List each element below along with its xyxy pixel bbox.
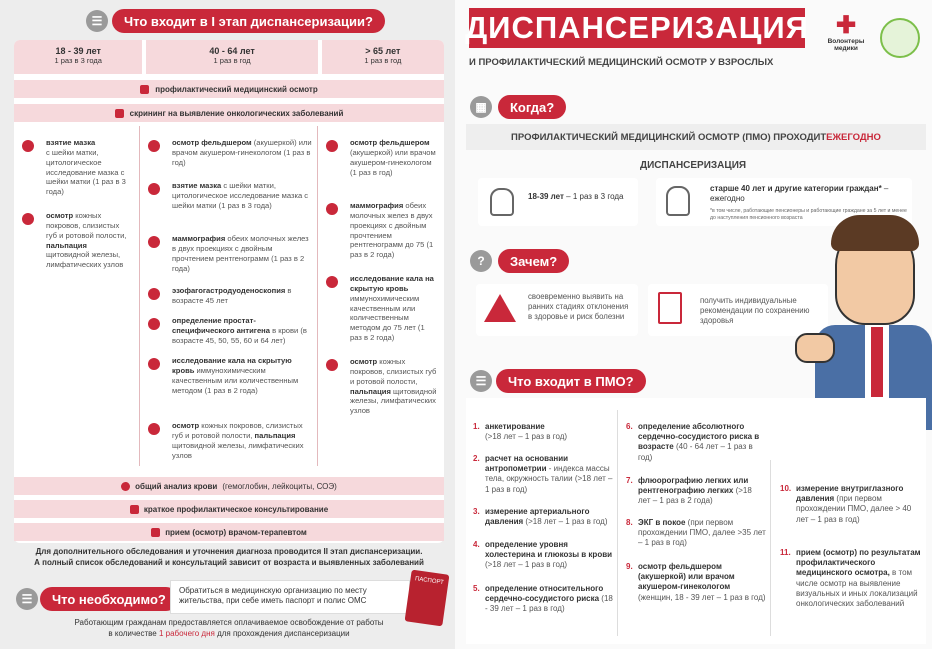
stage1-title: Что входит в I этап диспансеризации? bbox=[112, 9, 385, 33]
chair-icon bbox=[326, 140, 338, 152]
screening-icon bbox=[115, 109, 124, 118]
col3-item: осмотр кожных покровов, слизистых губ и ротовой полости, пальпация щитовидной железы, лимфатических узлов bbox=[350, 357, 437, 416]
test-tubes-icon bbox=[326, 276, 338, 288]
col2-item: взятие мазка с шейки матки, цитологическое исследование мазка с шейки матки (1 раз в 3 года) bbox=[172, 181, 309, 210]
elder-icon bbox=[666, 186, 690, 216]
old-card: старше 40 лет и другие категории граждан* – ежегодно *в том числе, работающие пенсионеры и работающие граждане за 5 лет и менее до наступления пенсионного возраста bbox=[656, 178, 912, 226]
subtitle: И ПРОФИЛАКТИЧЕСКИЙ МЕДИЦИНСКИЙ ОСМОТР У ВЗРОСЛЫХ bbox=[469, 57, 774, 68]
skin-icon bbox=[148, 423, 160, 435]
common-row-1: профилактический медицинский осмотр bbox=[14, 80, 444, 98]
pmo-item: 5. определение относительного сердечно-сосудистого риска (18 - 39 лет – 1 раз в год) bbox=[473, 584, 613, 614]
col2-item: эзофагогастродуоденоскопия в возрасте 45 лет bbox=[172, 286, 292, 305]
age-group-18-39: 18 - 39 лет 1 раз в 3 года bbox=[14, 40, 142, 74]
calendar-icon: ▦ bbox=[470, 96, 492, 118]
divider bbox=[139, 126, 140, 466]
col1-item: осмотр кожных покровов, слизистых губ и ротовой полости, пальпация щитовидной железы, лимфатических узлов bbox=[46, 211, 127, 270]
main-title: ДИСПАНСЕРИЗАЦИЯ bbox=[469, 8, 805, 48]
why-card-2: получить индивидуальные рекомендации по сохранению здоровья bbox=[648, 284, 828, 336]
pmo-item: 9. осмотр фельдшером (акушеркой) или врачом акушером-гинекологом (женщин, 18 - 39 лет – 1 раз в год) bbox=[626, 562, 766, 602]
chat-icon bbox=[130, 505, 139, 514]
list-icon: ☰ bbox=[16, 588, 38, 610]
document-icon bbox=[658, 292, 682, 324]
divider bbox=[317, 126, 318, 466]
pmo-item: 1. анкетирование (>18 лет – 1 раз в год) bbox=[473, 422, 568, 442]
pmo-title: Что входит в ПМО? bbox=[496, 369, 646, 393]
list-icon: ☰ bbox=[86, 10, 108, 32]
disp-label: ДИСПАНСЕРИЗАЦИЯ bbox=[640, 160, 747, 171]
divider bbox=[617, 410, 618, 636]
test-tube-icon bbox=[121, 482, 130, 491]
young-card: 18-39 лет – 1 раз в 3 года bbox=[478, 178, 638, 226]
age-header-row bbox=[14, 40, 444, 74]
skin-icon bbox=[326, 359, 338, 371]
blood-test-row: общий анализ крови (гемоглобин, лейкоциты, СОЭ) bbox=[14, 477, 444, 495]
health-logo bbox=[880, 18, 920, 58]
plus-icon: ✚ bbox=[835, 12, 857, 39]
when-title: Когда? bbox=[498, 95, 566, 119]
col1-item: взятие мазка с шейки матки, цитологическое исследование мазка с шейки матки (1 раз в 3 года) bbox=[46, 138, 126, 197]
common-row-2: скрининг на выявление онкологических заболеваний bbox=[14, 104, 444, 122]
pmo-item: 8. ЭКГ в покое (при первом прохождении ПМО, далее >35 лет – 1 раз в год) bbox=[626, 518, 766, 548]
question-icon: ? bbox=[470, 250, 492, 272]
pmo-item: 10. измерение внутриглазного давления (при первом прохождении ПМО, далее > 40 лет – 1 раз в год) bbox=[780, 484, 912, 524]
microscope-icon bbox=[22, 140, 34, 152]
col3-item: осмотр фельдшером (акушеркой) или врачом акушером-гинекологом (1 раз в год) bbox=[350, 138, 436, 177]
why-title: Зачем? bbox=[498, 249, 569, 273]
col3-item: исследование кала на скрытую кровь иммунохимическим качественным или количественным методом до 75 лет (1 раз в 2 года) bbox=[350, 274, 434, 343]
warning-icon bbox=[484, 294, 516, 322]
pmo-item: 3. измерение артериального давления (>18 лет – 1 раз в год) bbox=[473, 507, 608, 527]
doctor-icon bbox=[151, 528, 160, 537]
pmo-item: 4. определение уровня холестерина и глюкозы в крови (>18 лет – 1 раз в год) bbox=[473, 540, 613, 570]
doctor-icon bbox=[140, 85, 149, 94]
pmo-item: 2. расчет на основании антропометрии - индекса массы тела, окружность талии (>18 лет – 1 раз в год) bbox=[473, 454, 613, 494]
pmo-item: 11. прием (осмотр) по результатам профилактического медицинского осмотра, в том числе осмотр на выявление визуальных и иных локализаций онкологических заболеваний bbox=[780, 548, 921, 609]
col2-item: исследование кала на скрытую кровь иммунохимическим качественным или количественным методом (1 раз в 2 года) bbox=[172, 356, 299, 395]
col2-item: осмотр фельдшером (акушеркой) или врачом акушером-гинекологом (1 раз в год) bbox=[172, 138, 312, 167]
stage2-note: Для дополнительного обследования и уточнения диагноза проводится II этап диспансеризации. А полный список обследований и консультаций зависит от возраста и выявленных заболеваний bbox=[34, 547, 424, 567]
col2-item: определение простат-специфического антигена в крови (в возрасте 45, 50, 55, 60 и 64 лет) bbox=[172, 316, 307, 345]
work-note: Работающим гражданам предоставляется оплачиваемое освобождение от работы в количестве 1 рабочего дня для прохождения диспансеризации bbox=[74, 618, 384, 638]
pmo-banner: ПРОФИЛАКТИЧЕСКИЙ МЕДИЦИНСКИЙ ОСМОТР (ПМО) ПРОХОДИТ ЕЖЕГОДНО bbox=[466, 124, 926, 150]
person-icon bbox=[490, 188, 514, 216]
blood-drop-icon bbox=[148, 318, 160, 330]
mammography-icon bbox=[148, 236, 160, 248]
list-icon: ☰ bbox=[470, 370, 492, 392]
consult-row: краткое профилактическое консультирование bbox=[14, 500, 444, 518]
test-tubes-icon bbox=[148, 358, 160, 370]
pmo-item: 6. определение абсолютного сердечно-сосудистого риска в возрасте (40 - 64 лет – 1 раз в год) bbox=[626, 422, 760, 462]
need-box: Обратиться в медицинскую организацию по месту жительства, при себе иметь паспорт и полис ОМС bbox=[170, 580, 410, 614]
chair-icon bbox=[148, 140, 160, 152]
skin-icon bbox=[22, 213, 34, 225]
why-card-1: своевременно выявить на ранних стадиях отклонения в здоровье и риск болезни bbox=[476, 284, 638, 336]
stomach-icon bbox=[148, 288, 160, 300]
age-group-65: > 65 лет 1 раз в год bbox=[322, 40, 444, 74]
age-group-40-64: 40 - 64 лет 1 раз в год bbox=[146, 40, 317, 74]
col2-item: маммография обеих молочных желез в двух проекциях с двойным прочтением рентгенограмм (1 раз в 2 года) bbox=[172, 234, 309, 273]
mammography-icon bbox=[326, 203, 338, 215]
col2-item: осмотр кожных покровов, слизистых губ и ротовой полости, пальпация щитовидной железы, лимфатических узлов bbox=[172, 421, 304, 460]
pmo-item: 7. флюорографию легких или рентгенографию легких (>18 лет – 1 раз в 2 года) bbox=[626, 476, 752, 506]
microscope-icon bbox=[148, 183, 160, 195]
need-title: Что необходимо? bbox=[40, 587, 178, 611]
therapist-row: прием (осмотр) врачом-терапевтом bbox=[14, 523, 444, 541]
divider bbox=[770, 460, 771, 636]
col3-item: маммография обеих молочных желез в двух проекциях с двойным прочтением рентгенограмм до 75 (1 раз в 2 года) bbox=[350, 201, 434, 260]
passport-image: ПАСПОРТ bbox=[405, 570, 450, 627]
volunteers-logo: ✚ Волонтеры медики bbox=[827, 12, 865, 53]
